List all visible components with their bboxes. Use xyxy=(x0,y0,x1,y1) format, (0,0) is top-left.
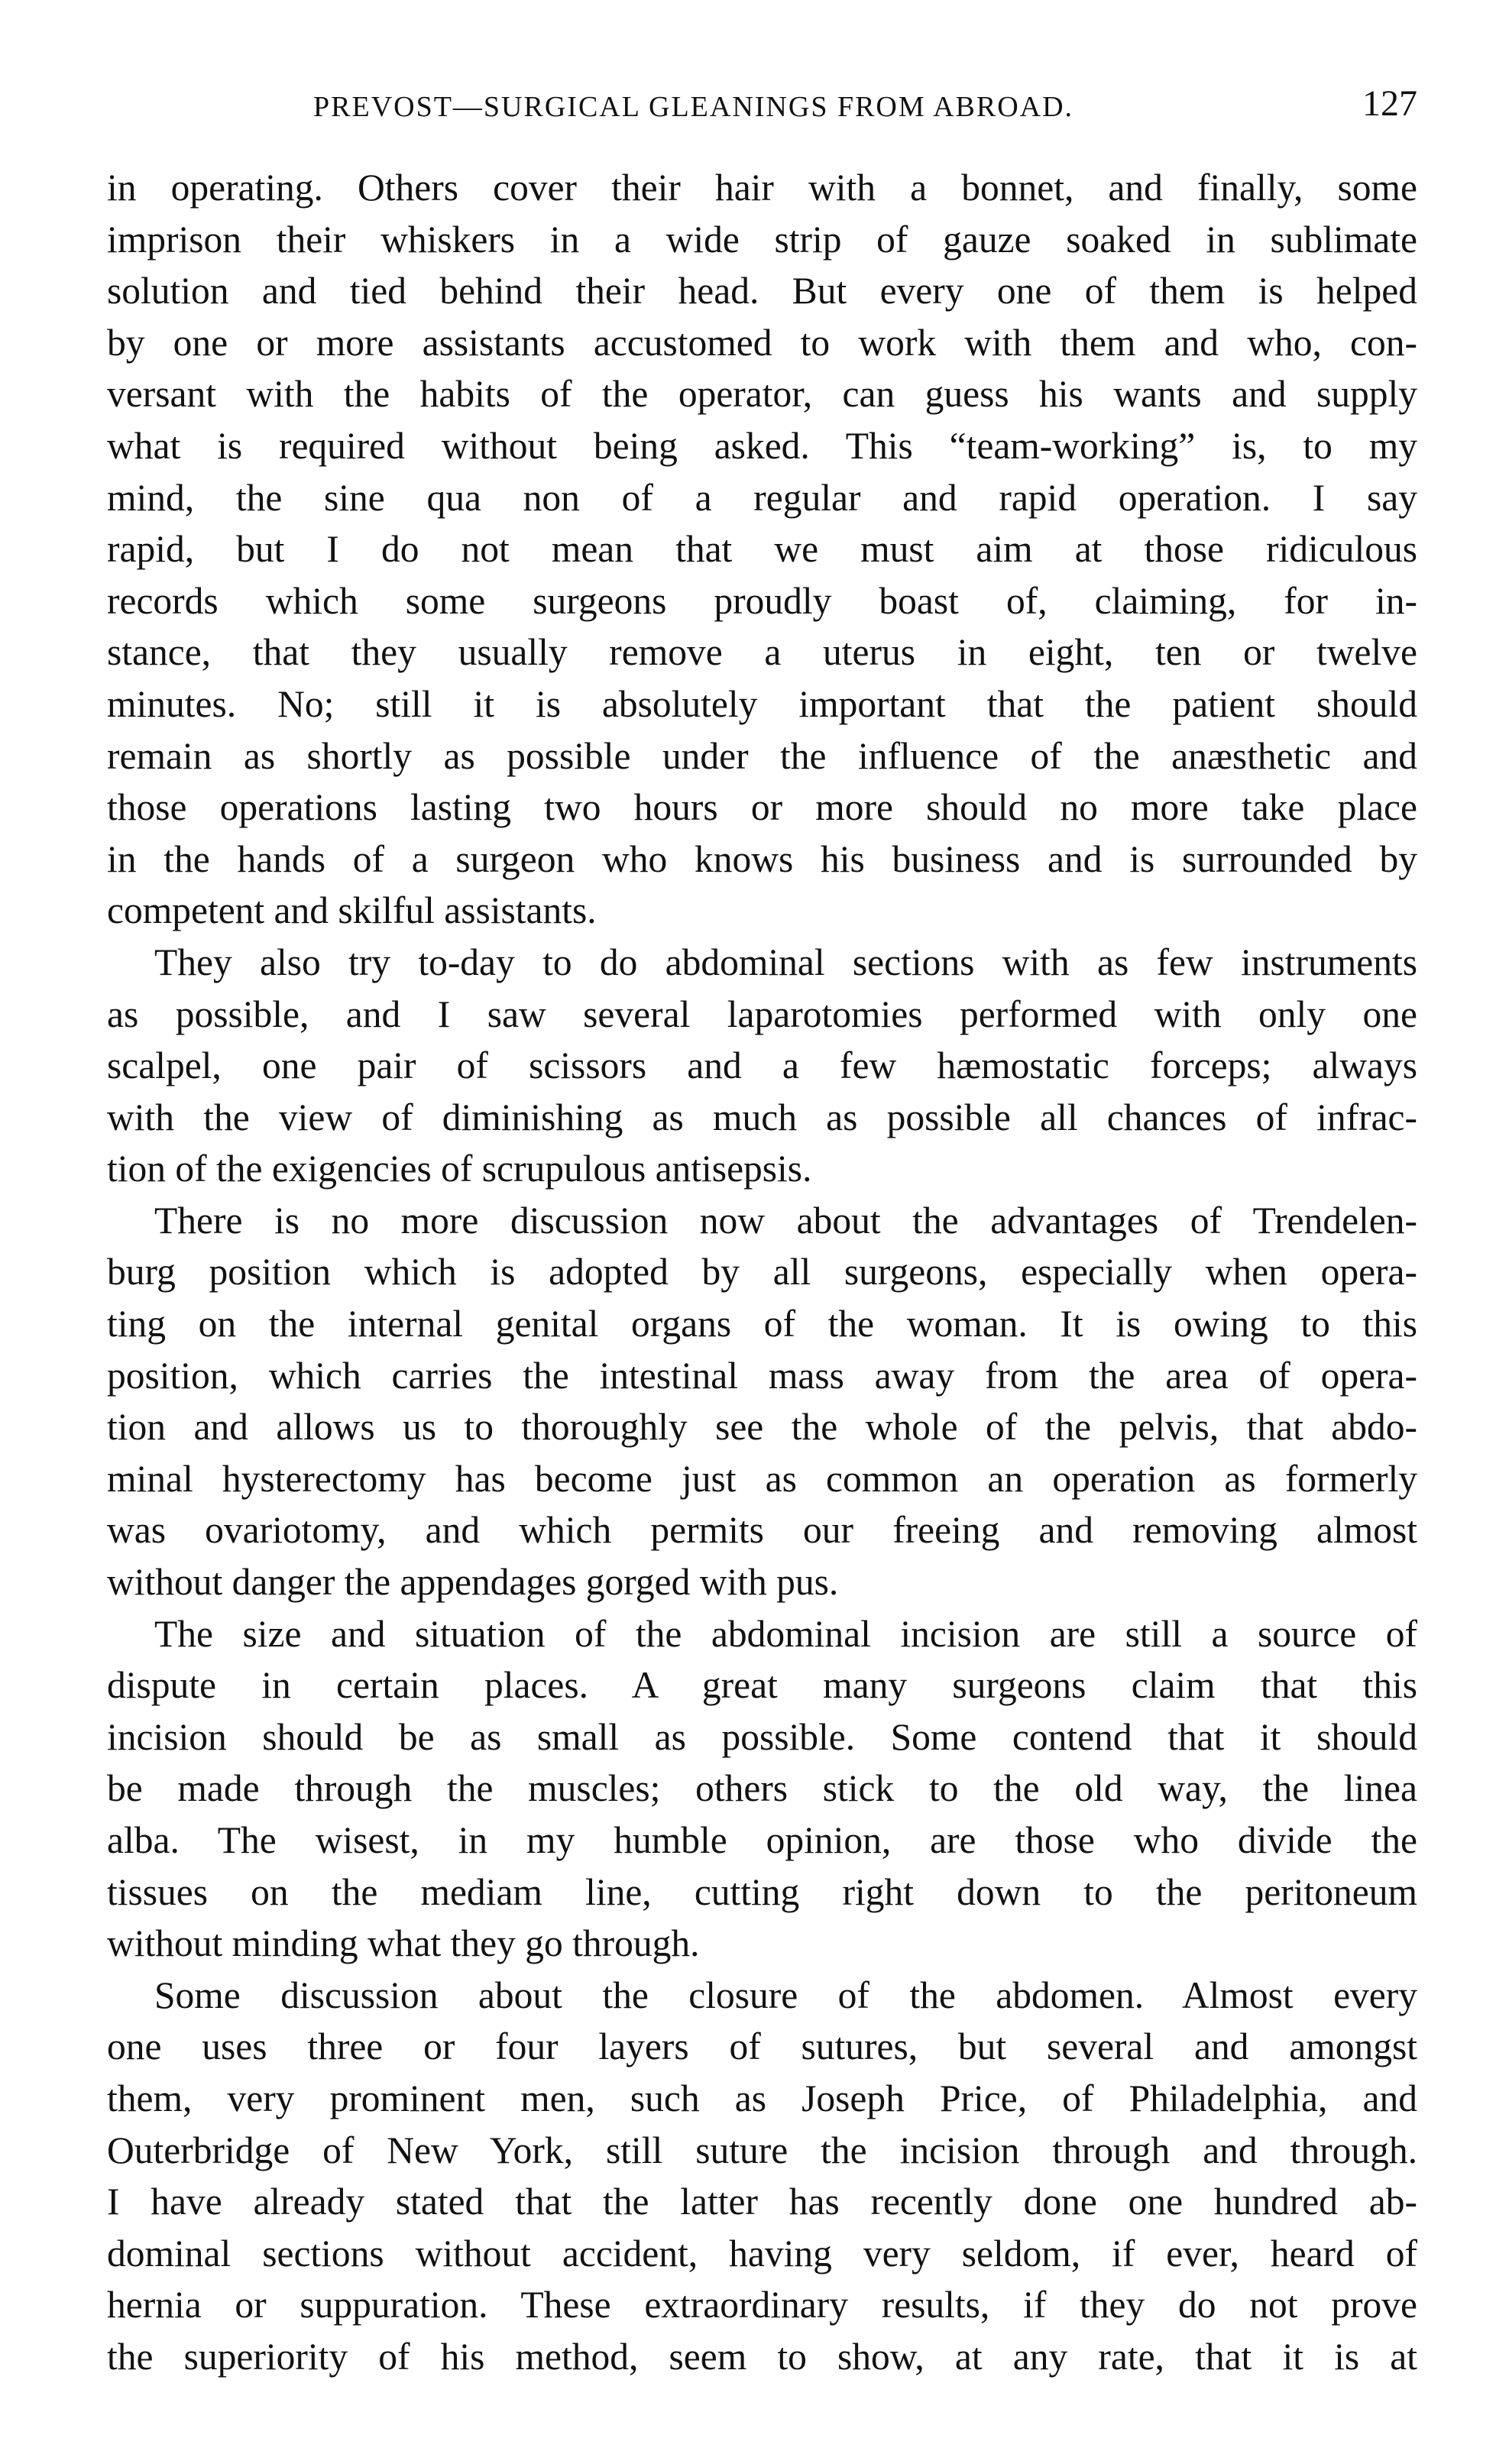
paragraph xyxy=(107,162,1417,937)
text-line: records which some surgeons proudly boast of, claiming, for in- xyxy=(107,579,1417,622)
body-text xyxy=(107,162,1417,2383)
text-line: The size and situation of the abdominal incision are still a source of xyxy=(154,1612,1417,1655)
paragraph xyxy=(107,937,1417,1195)
text-line: the superiority of his method, seem to show, at any rate, that it is at xyxy=(107,2335,1417,2378)
text-line: without danger the appendages gorged with pus. xyxy=(107,1561,839,1604)
text-line: tissues on the mediam line, cutting right down to the peritoneum xyxy=(107,1870,1417,1913)
text-line: remain as shortly as possible under the influence of the anæsthetic and xyxy=(107,734,1417,777)
text-line: Some discussion about the closure of the abdomen. Almost every xyxy=(154,1973,1417,2016)
text-line: was ovariotomy, and which permits our freeing and removing almost xyxy=(107,1509,1417,1552)
text-line: stance, that they usually remove a uterus in eight, ten or twelve xyxy=(107,631,1417,674)
paragraph xyxy=(107,1195,1417,1608)
text-line: them, very prominent men, such as Joseph Price, of Philadelphia, and xyxy=(107,2077,1417,2119)
text-line: minal hysterectomy has become just as common an operation as formerly xyxy=(107,1457,1417,1500)
text-line: position, which carries the intestinal mass away from the area of opera- xyxy=(107,1354,1417,1397)
text-line: scalpel, one pair of scissors and a few hæmostatic forceps; always xyxy=(107,1044,1417,1087)
text-line: They also try to-day to do abdominal sections with as few instruments xyxy=(154,941,1417,983)
text-line: dispute in certain places. A great many surgeons claim that this xyxy=(107,1664,1417,1707)
text-line: as possible, and I saw several laparotomies performed with only one xyxy=(107,992,1417,1035)
text-line: in the hands of a surgeon who knows his business and is surrounded by xyxy=(107,837,1417,880)
text-line: burg position which is adopted by all surgeons, especially when opera- xyxy=(107,1251,1417,1294)
text-line: ting on the internal genital organs of the woman. It is owing to this xyxy=(107,1303,1417,1345)
text-line: tion of the exigencies of scrupulous antisepsis. xyxy=(107,1148,812,1190)
text-line: with the view of diminishing as much as possible all chances of infrac- xyxy=(107,1096,1417,1138)
text-line: tion and allows us to thoroughly see the whole of the pelvis, that abdo- xyxy=(107,1406,1417,1449)
running-head xyxy=(107,83,1417,128)
paragraph xyxy=(107,1970,1417,2383)
text-line: versant with the habits of the operator, can guess his wants and supply xyxy=(107,373,1417,416)
text-line: by one or more assistants accustomed to work with them and who, con- xyxy=(107,321,1417,364)
text-line: without minding what they go through. xyxy=(107,1922,700,1965)
text-line: one uses three or four layers of sutures, but several and amongst xyxy=(107,2025,1417,2068)
page-number: 127 xyxy=(1362,83,1417,124)
text-line: mind, the sine qua non of a regular and rapid operation. I say xyxy=(107,476,1417,519)
text-line: I have already stated that the latter has recently done one hundred ab- xyxy=(107,2181,1417,2223)
running-title: PREVOST—SURGICAL GLEANINGS FROM ABROAD. xyxy=(313,91,1074,123)
text-line: dominal sections without accident, having very seldom, if ever, heard of xyxy=(107,2232,1417,2275)
text-line: minutes. No; still it is absolutely important that the patient should xyxy=(107,682,1417,725)
paragraph xyxy=(107,1608,1417,1970)
text-line: solution and tied behind their head. But every one of them is helped xyxy=(107,270,1417,312)
text-line: hernia or suppuration. These extraordinary results, if they do not prove xyxy=(107,2284,1417,2326)
text-line: imprison their whiskers in a wide strip of gauze soaked in sublimate xyxy=(107,218,1417,261)
text-line: Outerbridge of New York, still suture the incision through and through. xyxy=(107,2129,1417,2171)
text-line: in operating. Others cover their hair with a bonnet, and finally, some xyxy=(107,167,1417,209)
text-line: incision should be as small as possible. Some contend that it should xyxy=(107,1715,1417,1758)
text-line: be made through the muscles; others stick to the old way, the linea xyxy=(107,1767,1417,1810)
text-line: competent and skilful assistants. xyxy=(107,889,597,932)
text-line: rapid, but I do not mean that we must aim at those ridiculous xyxy=(107,528,1417,571)
text-line: what is required without being asked. This “team-working” is, to my xyxy=(107,424,1417,467)
text-line: There is no more discussion now about the advantages of Trendelen- xyxy=(154,1199,1417,1242)
text-line: alba. The wisest, in my humble opinion, are those who divide the xyxy=(107,1819,1417,1861)
text-line: those operations lasting two hours or more should no more take place xyxy=(107,786,1417,829)
